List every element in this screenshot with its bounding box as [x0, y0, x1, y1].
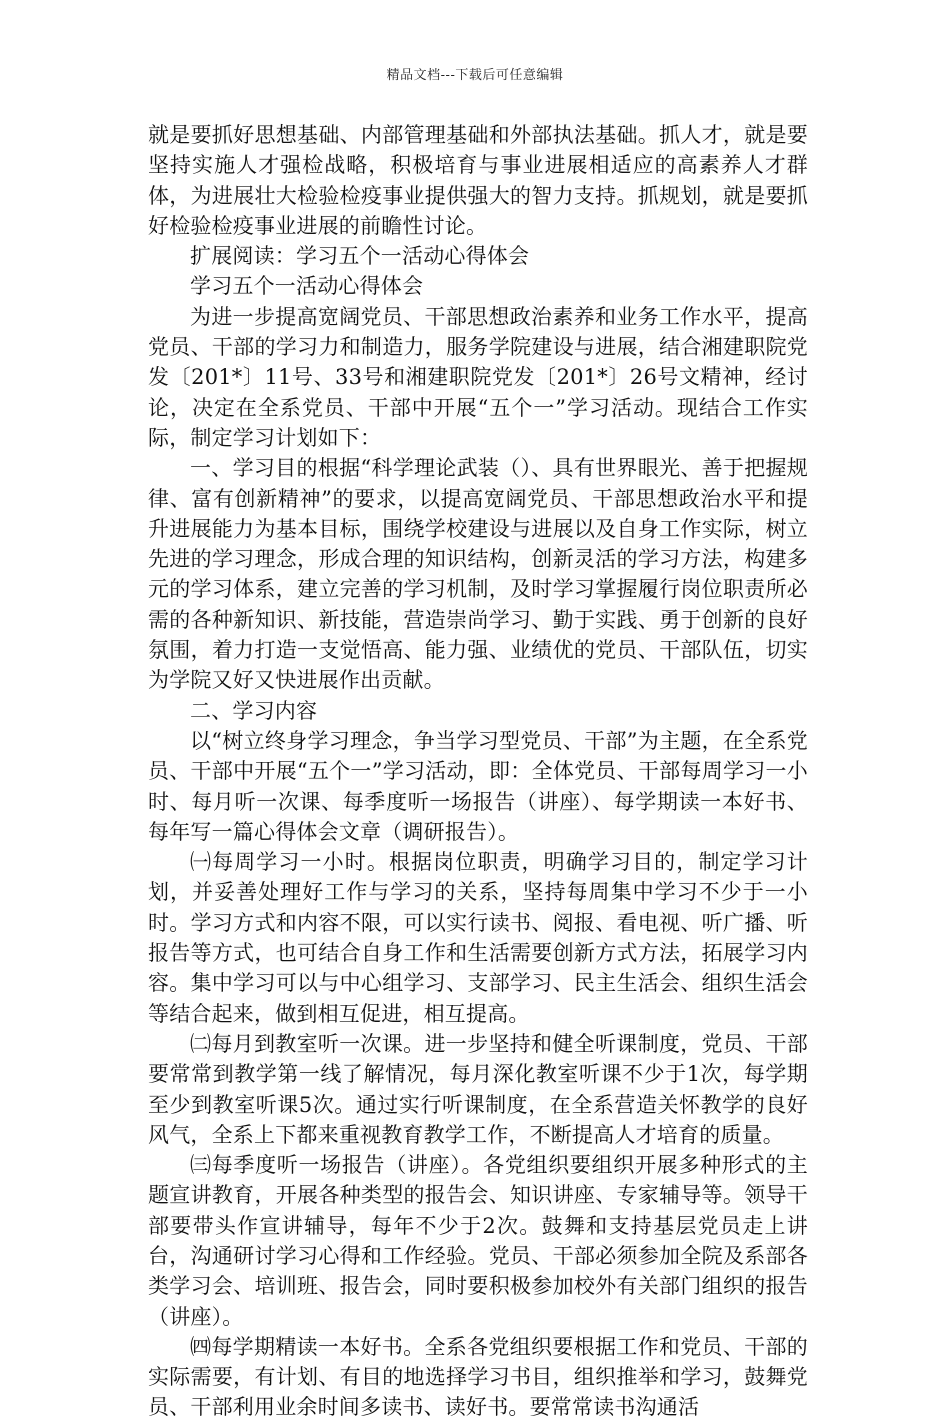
paragraph-7: 以“树立终身学习理念，争当学习型党员、干部”为主题，在全系党员、干部中开展“五个一”学习活动，即：全体党员、干部每周学习一小时、每月听一次课、每季度听一场报告（讲座）、每学期读一本好书、每年写一篇心得体会文章（调研报告）。: [148, 728, 808, 844]
paragraph-5: 一、学习目的根据“科学理论武装（）、具有世界眼光、善于把握规律、富有创新精神”的要求，以提高宽阔党员、干部思想政治水平和提升进展能力为基本目标，围绕学校建设与进展以及自身工作实际，树立先进的学习理念，形成合理的知识结构，创新灵活的学习方法，构建多元的学习体系，建立完善的学习机制，及时学习掌握履行岗位职责所必需的各种新知识、新技能，营造崇尚学习、勤于实践、勇于创新的良好氛围，着力打造一支觉悟高、能力强、业绩优的党员、干部队伍，切实为学院又好又快进展作出贡献。: [148, 456, 808, 693]
paragraph-8: ㈠每周学习一小时。根据岗位职责，明确学习目的，制定学习计划，并妥善处理好工作与学习的关系，坚持每周集中学习不少于一小时。学习方式和内容不限，可以实行读书、阅报、看电视、听广播、听报告等方式，也可结合自身工作和生活需要创新方式方法，拓展学习内容。集中学习可以与中心组学习、支部学习、民主生活会、组织生活会等结合起来，做到相互促进，相互提高。: [148, 850, 808, 1026]
paragraph-1: 就是要抓好思想基础、内部管理基础和外部执法基础。抓人才，就是要坚持实施人才强检战略，积极培育与事业进展相适应的高素养人才群体，为进展壮大检验检疫事业提供强大的智力支持。抓规划，就是要抓好检验检疫事业进展的前瞻性讨论。: [148, 123, 808, 238]
paragraph-3: 学习五个一活动心得体会: [190, 274, 424, 299]
document-body: [148, 120, 808, 1423]
paragraph-4: 为进一步提高宽阔党员、干部思想政治素养和业务工作水平，提高党员、干部的学习力和制造力，服务学院建设与进展，结合湘建职院党发〔201*〕11号、33号和湘建职院党发〔201*〕26号文精神，经讨论，决定在全系党员、干部中开展“五个一”学习活动。现结合工作实际，制定学习计划如下：: [148, 304, 808, 450]
paragraph-2: 扩展阅读：学习五个一活动心得体会: [190, 244, 530, 269]
paragraph-10: ㈢每季度听一场报告（讲座）。各党组织要组织开展多种形式的主题宣讲教育，开展各种类型的报告会、知识讲座、专家辅导等。领导干部要带头作宣讲辅导，每年不少于2次。鼓舞和支持基层党员走上讲台，沟通研讨学习心得和工作经验。党员、干部必须参加全院及系部各类学习会、培训班、报告会，同时要积极参加校外有关部门组织的报告（讲座）。: [148, 1153, 808, 1329]
paragraph-11: ㈣每学期精读一本好书。全系各党组织要根据工作和党员、干部的实际需要，有计划、有目的地选择学习书目，组织推举和学习，鼓舞党员、干部利用业余时间多读书、读好书。要常常读书沟通活: [148, 1334, 808, 1420]
paragraph-9: ㈡每月到教室听一次课。进一步坚持和健全听课制度，党员、干部要常常到教学第一线了解情况，每月深化教室听课不少于1次，每学期至少到教室听课5次。通过实行听课制度，在全系营造关怀教学的良好风气，全系上下都来重视教育教学工作，不断提高人才培育的质量。: [148, 1031, 808, 1147]
paragraph-6: 二、学习内容: [190, 698, 318, 723]
page-header: 精品文档---下载后可任意编辑: [386, 68, 564, 83]
